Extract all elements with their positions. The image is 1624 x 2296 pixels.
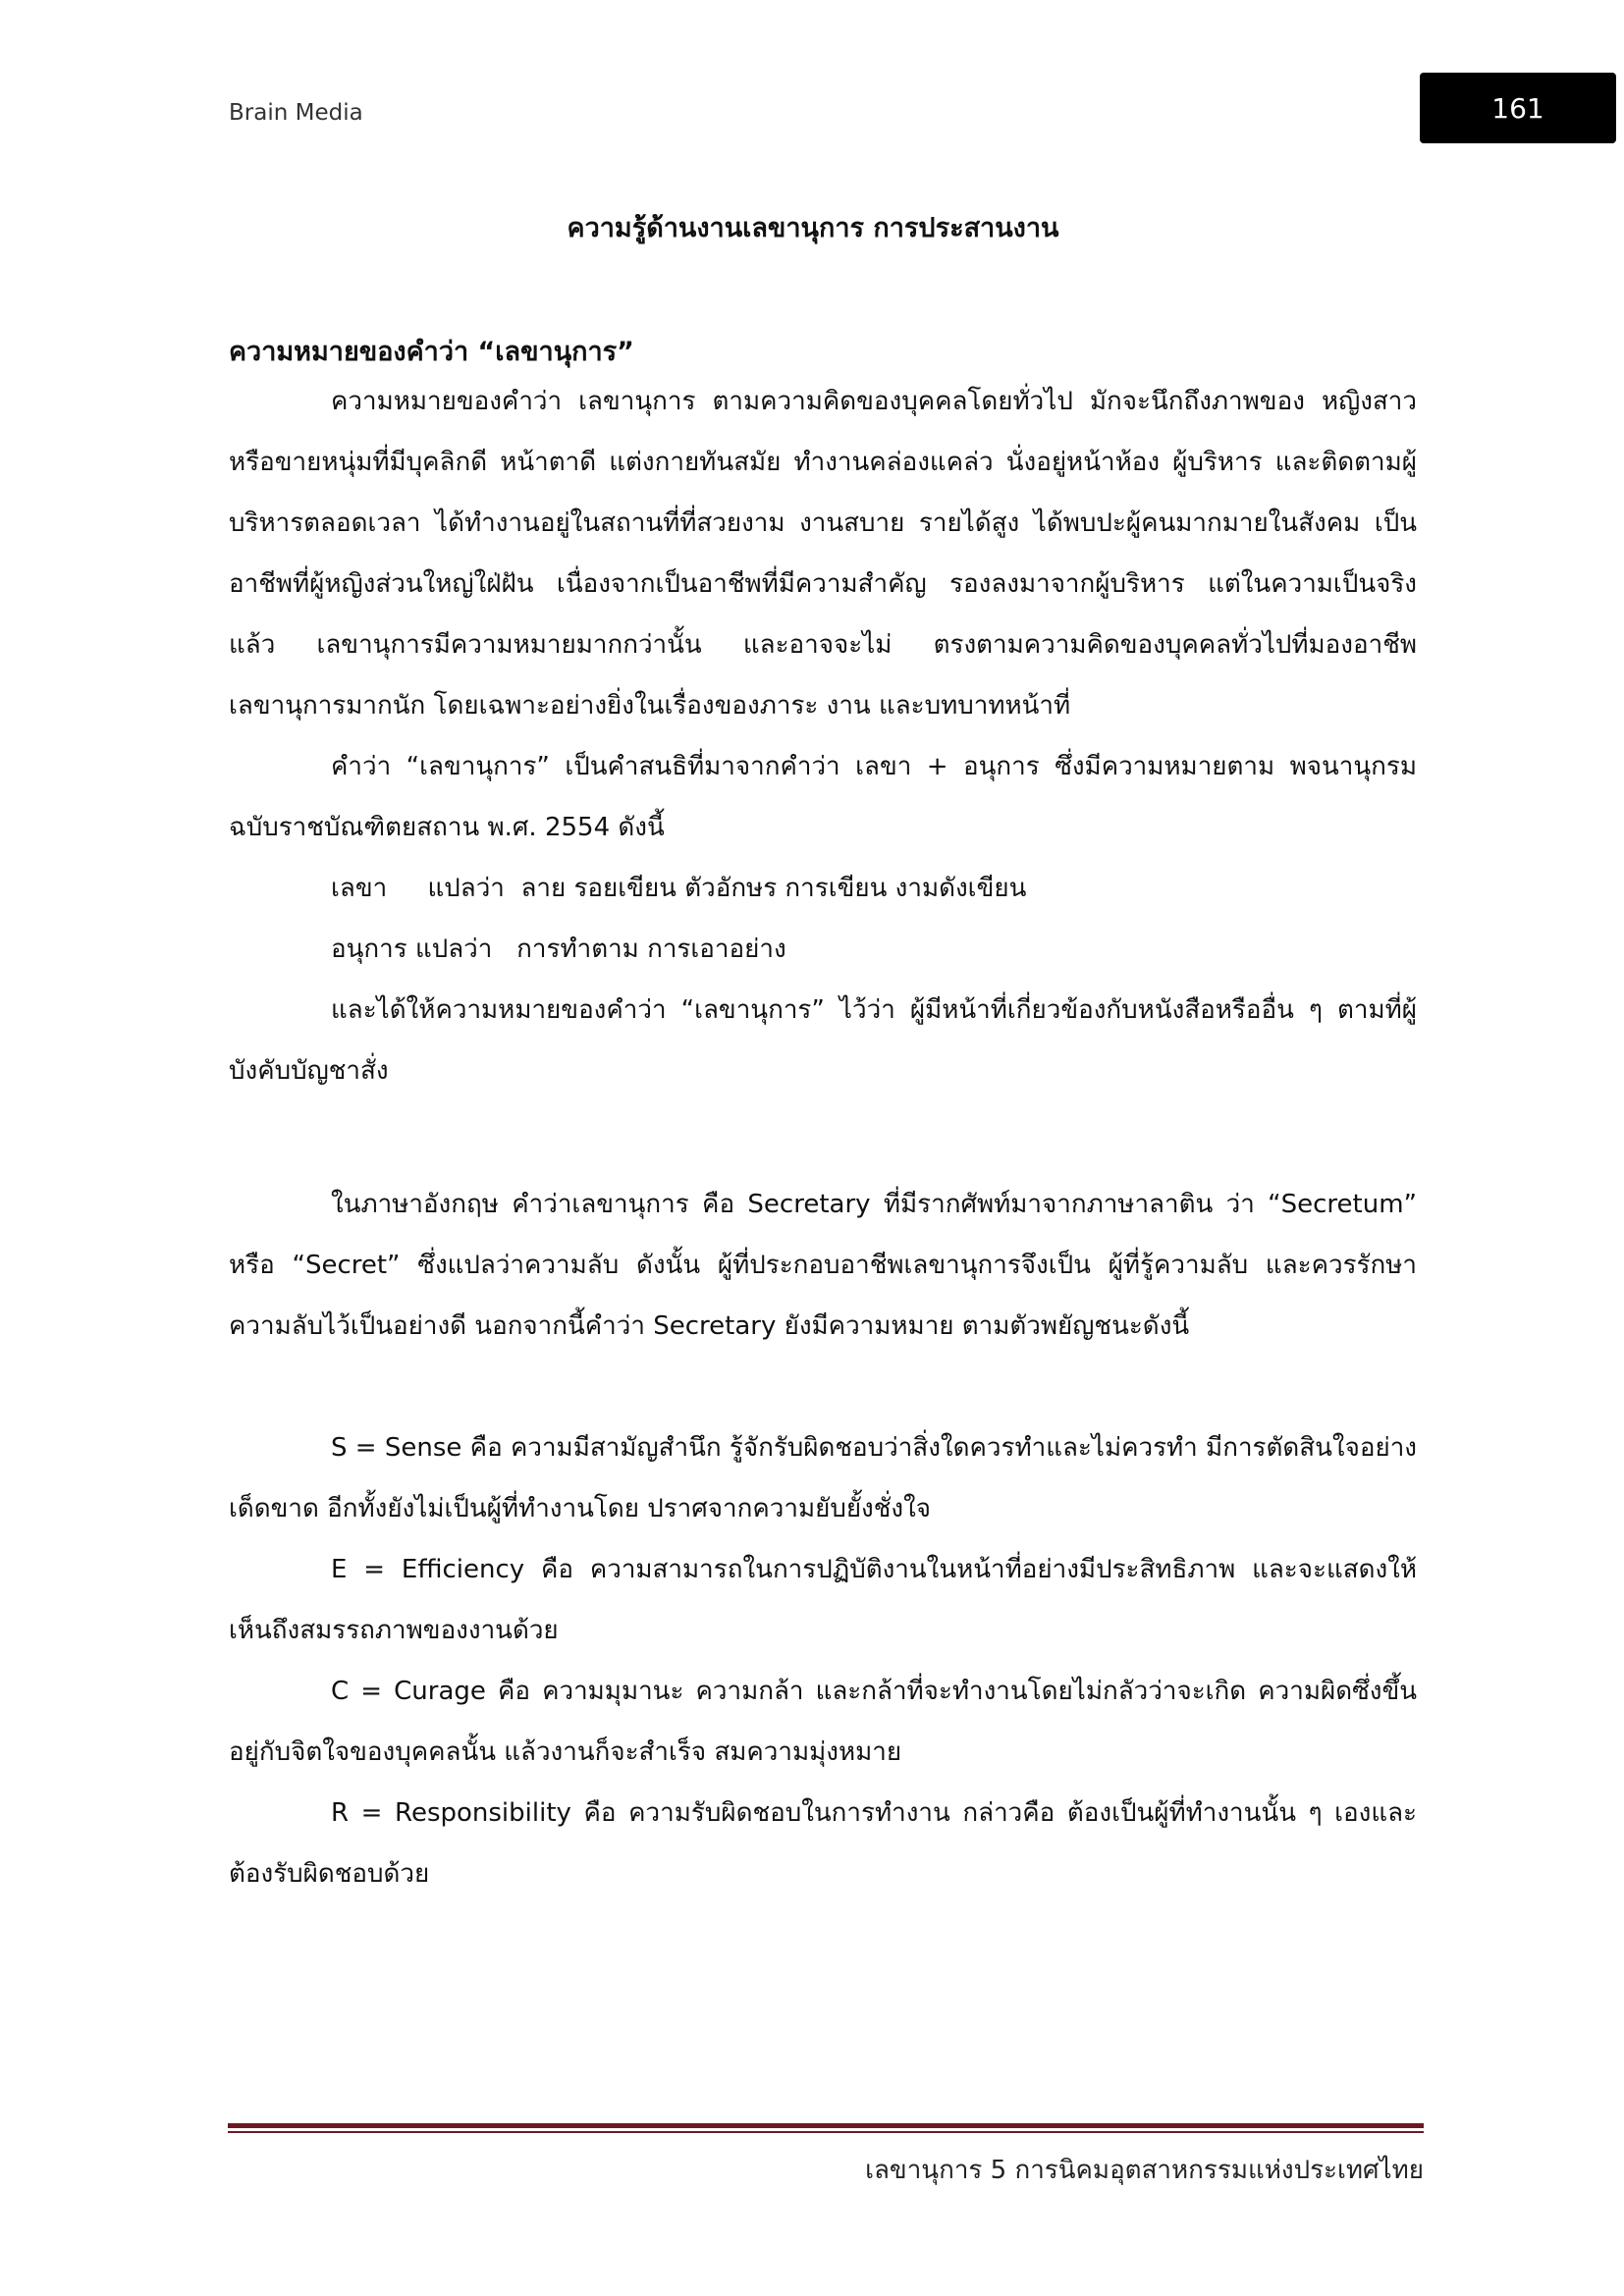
paragraph-meaning: ความหมายของคำว่า เลขานุการ ตามความคิดของบุคคลโดยทั่วไป มักจะนึกถึงภาพของ หญิงสาวหรือขายหนุ่มที่มีบุคลิกดี หน้าตาดี แต่งกายทันสมัย ทำงานคล่องแคล่ว นั่งอยู่หน้าห้อง ผู้บริหาร และติดตามผู้บริหารตลอดเวลา ได้ทำงานอยู่ในสถานที่ที่สวยงาม งานสบาย รายได้สูง ได้พบปะผู้คนมากมายในสังคม เป็นอาชีพที่ผู้หญิงส่วนใหญ่ใฝ่ฝัน เนื่องจากเป็นอาชีพที่มีความสำคัญ รองลงมาจากผู้บริหาร แต่ในความเป็นจริงแล้ว เลขานุการมีความหมายมากกว่านั้น และอาจจะไม่ ตรงตามความคิดของบุคคลทั่วไปที่มองอาชีพเลขานุการมากนัก โดยเฉพาะอย่างยิ่งในเรื่องของภาระ งาน และบทบาทหน้าที่ (229, 387, 1417, 721)
definition-lekha: เลขา แปลว่า ลาย รอยเขียน ตัวอักษร การเขียน งามดังเขียน (331, 874, 1027, 903)
paragraph-english-meaning: ในภาษาอังกฤษ คำว่าเลขานุการ คือ Secretary ที่มีรากศัพท์มาจากภาษาลาติน ว่า “Secretum” หรือ “Secret” ซึ่งแปลว่าความลับ ดังนั้น ผู้ที่ประกอบอาชีพเลขานุการจึงเป็น ผู้ที่รู้ความลับ และควรรักษาความลับไว้เป็นอย่างดี นอกจากนี้คำว่า Secretary ยังมีความหมาย ตามตัวพยัญชนะดังนี้ (229, 1190, 1417, 1341)
section-heading: ความหมายของคำว่า “เลขานุการ” (229, 337, 634, 367)
footer-rule-thin (228, 2131, 1424, 2133)
footer-rule (228, 2123, 1424, 2128)
definition-s-sense: S = Sense คือ ความมีสามัญสำนึก รู้จักรับผิดชอบว่าสิ่งใดควรทำและไม่ควรทำ มีการตัดสินใจอย่างเด็ดขาด อีกทั้งยังไม่เป็นผู้ที่ทำงานโดย ปราศจากความยับยั้งชั่งใจ (229, 1433, 1417, 1523)
footer-text: เลขานุการ 5 การนิคมอุตสาหกรรมแห่งประเทศไทย (865, 2156, 1424, 2185)
page-number-badge: 161 (1420, 73, 1616, 143)
definition-anukan: อนุการ แปลว่า การทำตาม การเอาอย่าง (331, 934, 786, 964)
definition-e-efficiency: E = Efficiency คือ ความสามารถในการปฏิบัติงานในหน้าที่อย่างมีประสิทธิภาพ และจะแสดงให้เห็นถึงสมรรถภาพของงานด้วย (229, 1555, 1417, 1645)
header-brand: Brain Media (229, 100, 363, 126)
definition-r-responsibility: R = Responsibility คือ ความรับผิดชอบในการทำงาน กล่าวคือ ต้องเป็นผู้ที่ทำงานนั้น ๆ เองและต้องรับผิดชอบด้วย (229, 1798, 1417, 1889)
paragraph-etymology: คำว่า “เลขานุการ” เป็นคำสนธิที่มาจากคำว่า เลขา + อนุการ ซึ่งมีความหมายตาม พจนานุกรมฉบับราชบัณฑิตยสถาน พ.ศ. 2554 ดังนี้ (229, 752, 1417, 842)
document-title: ความรู้ด้านงานเลขานุการ การประสานงาน (567, 213, 1059, 243)
definition-c-curage: C = Curage คือ ความมุมานะ ความกล้า และกล้าที่จะทำงานโดยไม่กลัวว่าจะเกิด ความผิดซึ่งขึ้นอยู่กับจิตใจของบุคคลนั้น แล้วงานก็จะสำเร็จ สมความมุ่งหมาย (229, 1677, 1417, 1767)
paragraph-dictionary-meaning: และได้ให้ความหมายของคำว่า “เลขานุการ” ไว้ว่า ผู้มีหน้าที่เกี่ยวข้องกับหนังสือหรืออื่น ๆ ตามที่ผู้บังคับบัญชาสั่ง (229, 995, 1417, 1086)
